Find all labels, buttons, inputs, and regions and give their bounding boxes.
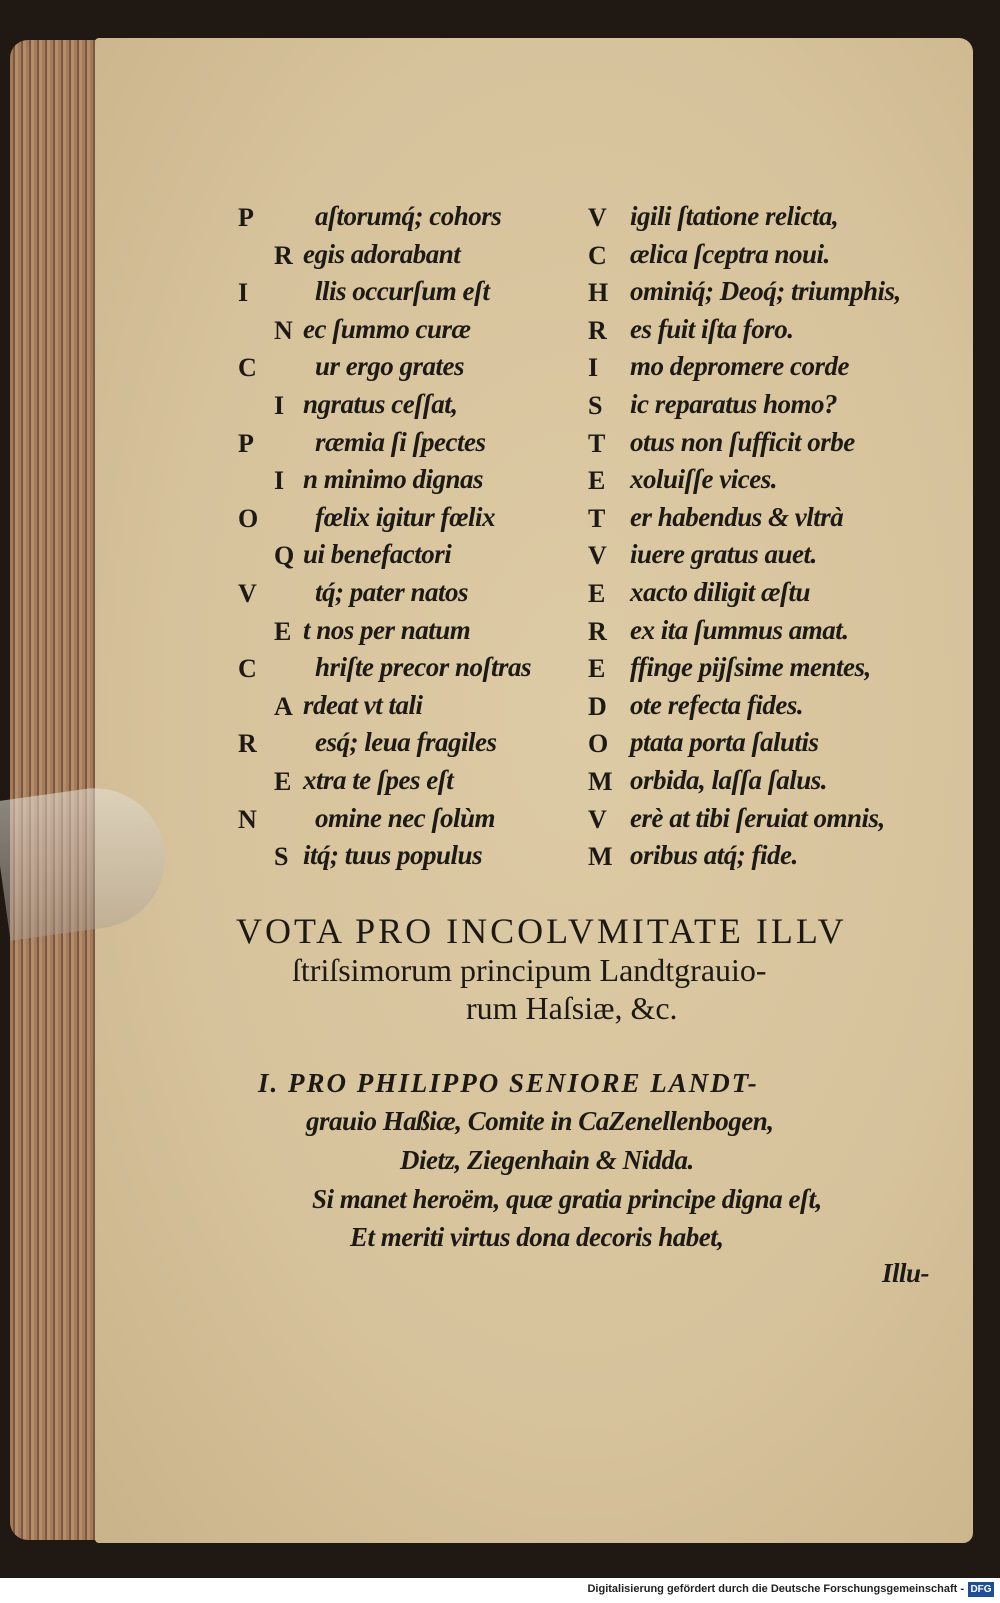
right-initial-letter: V bbox=[588, 203, 607, 232]
footer-bar bbox=[0, 1578, 1000, 1603]
left-verse-text: n minimo dignas bbox=[303, 464, 484, 495]
left-verse-text: ur ergo grates bbox=[315, 351, 465, 382]
right-verse-text: iuere gratus auet. bbox=[630, 539, 817, 570]
left-verse-text: itq́; tuus populus bbox=[303, 840, 483, 871]
left-verse-text: ui benefactori bbox=[303, 539, 452, 570]
left-verse-text: fœlix igitur fœlix bbox=[315, 501, 496, 532]
catchword: Illu- bbox=[882, 1258, 930, 1288]
right-initial-letter: E bbox=[588, 466, 606, 496]
book-page bbox=[95, 38, 973, 1543]
right-verse-text: xacto diligit æſtu bbox=[630, 577, 810, 607]
left-initial-letter: A bbox=[274, 691, 293, 721]
left-initial-letter: N bbox=[238, 804, 257, 834]
left-initial-letter: E bbox=[274, 767, 292, 796]
left-verse-text: rdeat vt tali bbox=[303, 689, 423, 720]
right-verse-text: mo depromere corde bbox=[630, 351, 849, 382]
right-verse-text: es fuit iſta foro. bbox=[630, 313, 794, 344]
right-initial-letter: D bbox=[588, 691, 607, 721]
left-initial-letter: E bbox=[274, 616, 292, 646]
section-title-1: I. PRO PHILIPPO SENIORE LANDT- bbox=[258, 1068, 759, 1098]
right-verse-text: orbida, laſſa ſalus. bbox=[630, 765, 828, 795]
left-verse-text: omine nec ſolùm bbox=[315, 802, 495, 833]
right-initial-letter: S bbox=[588, 391, 603, 420]
right-verse-text: ex ita ſummus amat. bbox=[630, 614, 849, 645]
right-verse-text: ptata porta ſalutis bbox=[630, 727, 819, 758]
heading-line-1: VOTA PRO INCOLVMITATE ILLV bbox=[236, 911, 847, 951]
left-initial-letter: S bbox=[274, 842, 289, 872]
right-verse-text: ote refecta fides. bbox=[630, 689, 804, 720]
left-initial-letter: I bbox=[238, 278, 249, 308]
left-initial-letter: N bbox=[274, 315, 293, 345]
funding-credit: Digitalisierung gefördert durch die Deutsche Forschungsgemeinschaft - bbox=[587, 1583, 964, 1595]
left-verse-text: hriſte precor noſtras bbox=[315, 652, 532, 683]
left-initial-letter: P bbox=[238, 428, 254, 458]
right-initial-letter: V bbox=[588, 804, 607, 834]
left-initial-letter: O bbox=[238, 503, 259, 533]
left-verse-text: xtra te ſpes eſt bbox=[303, 765, 454, 795]
right-verse-text: er habendus & vltrà bbox=[630, 501, 844, 532]
right-verse-text: ic reparatus homo? bbox=[630, 389, 838, 419]
right-verse-text: xoluiſſe vices. bbox=[630, 464, 777, 495]
right-initial-letter: V bbox=[588, 541, 607, 571]
left-verse-text: ræmia ſi ſpectes bbox=[315, 426, 486, 457]
heading-line-3: rum Haſsiæ, &c. bbox=[466, 990, 678, 1026]
left-initial-letter: C bbox=[238, 353, 257, 383]
right-verse-text: erè at tibi ſeruiat omnis, bbox=[630, 802, 885, 833]
right-initial-letter: C bbox=[588, 240, 607, 270]
left-verse-text: llis occurſum eſt bbox=[315, 276, 490, 307]
right-verse-text: ominiq́; Deoq́; triumphis, bbox=[630, 276, 901, 307]
right-initial-letter: M bbox=[588, 767, 613, 796]
right-initial-letter: T bbox=[588, 503, 606, 533]
section-title-3: Dietz, Ziegenhain & Nidda. bbox=[400, 1145, 694, 1175]
right-initial-letter: H bbox=[588, 278, 609, 308]
right-verse-text: otus non ſufficit orbe bbox=[630, 426, 855, 457]
right-verse-text: ælica ſceptra noui. bbox=[630, 238, 830, 269]
verse-line-1: Si manet heroëm, quæ gratia principe digna eſt, bbox=[312, 1184, 822, 1214]
left-verse-text: t nos per natum bbox=[303, 614, 471, 645]
left-initial-letter: I bbox=[274, 391, 285, 420]
left-initial-letter: C bbox=[238, 654, 257, 684]
left-initial-letter: V bbox=[238, 579, 257, 608]
left-verse-text: aſtorumq́; cohors bbox=[315, 201, 502, 231]
left-initial-letter: Q bbox=[274, 541, 295, 571]
right-initial-letter: E bbox=[588, 654, 606, 684]
right-initial-letter: R bbox=[588, 616, 607, 646]
left-verse-text: ec ſummo curæ bbox=[303, 313, 471, 344]
dfg-logo: DFG bbox=[968, 1582, 994, 1597]
left-initial-letter: R bbox=[238, 729, 257, 759]
left-verse-text: ngratus ceſſat, bbox=[303, 389, 458, 419]
left-initial-letter: R bbox=[274, 240, 293, 270]
right-initial-letter: T bbox=[588, 428, 606, 458]
verse-line-2: Et meriti virtus dona decoris habet, bbox=[350, 1222, 724, 1252]
left-verse-text: egis adorabant bbox=[303, 238, 461, 269]
right-initial-letter: R bbox=[588, 315, 607, 345]
right-initial-letter: O bbox=[588, 729, 609, 759]
right-verse-text: ffinge pijſsime mentes, bbox=[630, 652, 871, 683]
heading-line-2: ſtriſsimorum principum Landtgrauio- bbox=[292, 952, 767, 988]
left-verse-text: esq́; leua fragiles bbox=[315, 727, 497, 758]
right-verse-text: oribus atq́; fide. bbox=[630, 840, 798, 871]
left-initial-letter: P bbox=[238, 203, 254, 232]
right-initial-letter: I bbox=[588, 353, 599, 383]
left-verse-text: tq́; pater natos bbox=[315, 577, 469, 607]
left-initial-letter: I bbox=[274, 466, 285, 496]
right-verse-text: igili ſtatione relicta, bbox=[630, 201, 839, 231]
right-initial-letter: M bbox=[588, 842, 613, 872]
section-title-2: grauio Haßiæ, Comite in CaZenellenbogen, bbox=[306, 1106, 774, 1136]
right-initial-letter: E bbox=[588, 579, 606, 608]
